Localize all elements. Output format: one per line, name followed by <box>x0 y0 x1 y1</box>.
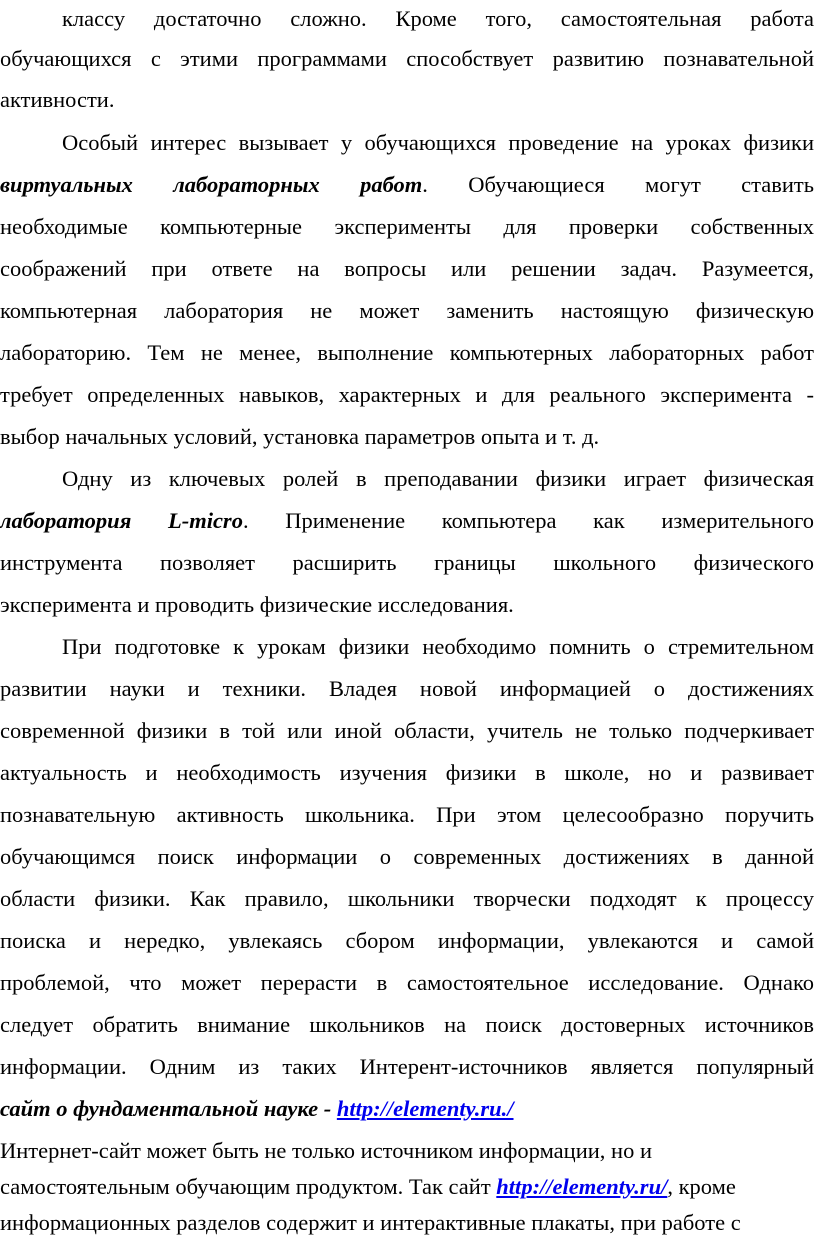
lmicro-lab-emphasis: лаборатория L-micro <box>0 508 243 533</box>
paragraph2-line6: лабораторию. Тем не менее, выполнение компьютерных лабораторных работ <box>0 340 814 365</box>
paragraph4-line12 <box>0 1094 814 1124</box>
elementy-link[interactable]: http://elementy.ru./ <box>336 1096 514 1121</box>
paragraph2-line2 <box>0 170 814 200</box>
paragraph2-line7: требует определенных навыков, характерных и для реального эксперимента - <box>0 382 814 407</box>
paragraph1-line2: обучающихся с этими программами способствует развитию познавательной <box>0 46 814 71</box>
paragraph5-line2-before: самостоятельным обучающим продуктом. Так сайт <box>0 1174 497 1199</box>
paragraph2-line5: компьютерная лаборатория не может заменить настоящую физическую <box>0 298 814 323</box>
paragraph3-line3: инструмента позволяет расширить границы школьного физического <box>0 550 814 575</box>
paragraph4-line7: области физики. Как правило, школьники творчески подходят к процессу <box>0 886 814 911</box>
paragraph3-line1: Одну из ключевых ролей в преподавании физики играет физическая <box>62 466 814 491</box>
paragraph3-line4: эксперимента и проводить физические исследования. <box>0 592 514 617</box>
paragraph5-line2-after: , кроме <box>667 1174 736 1199</box>
paragraph4-line4: актуальность и необходимость изучения физики в школе, но и развивает <box>0 760 814 785</box>
paragraph2-line2-rest: . Обучающиеся могут ставить <box>422 172 814 197</box>
paragraph1-line1: классу достаточно сложно. Кроме того, самостоятельная работа <box>62 6 814 31</box>
paragraph2-line4: соображений при ответе на вопросы или решении задач. Разумеется, <box>0 256 814 281</box>
paragraph3-line2 <box>0 506 814 536</box>
paragraph4-line11: информации. Одним из таких Интерент-источников является популярный <box>0 1054 814 1079</box>
paragraph5-line1: Интернет-сайт может быть не только источником информации, но и <box>0 1138 652 1163</box>
paragraph4-line5: познавательную активность школьника. При этом целесообразно поручить <box>0 802 814 827</box>
paragraph4-line9: проблемой, что может перерасти в самостоятельное исследование. Однако <box>0 970 814 995</box>
paragraph4-line2: развитии науки и техники. Владея новой информацией о достижениях <box>0 676 814 701</box>
paragraph4-line8: поиска и нередко, увлекаясь сбором информации, увлекаются и самой <box>0 928 814 953</box>
paragraph4-line1: При подготовке к урокам физики необходимо помнить о стремительном <box>62 634 814 659</box>
elementy-link-2[interactable]: http://elementy.ru/ <box>496 1174 668 1199</box>
paragraph2-line1: Особый интерес вызывает у обучающихся проведение на уроках физики <box>62 130 814 155</box>
virtual-labs-emphasis: виртуальных лабораторных работ <box>0 172 423 197</box>
paragraph4-line6: обучающимся поиск информации о современных достижениях в данной <box>0 844 814 869</box>
paragraph5-line3: информационных разделов содержит и интерактивные плакаты, при работе с <box>0 1210 741 1235</box>
fundamental-science-site-emphasis: сайт о фундаментальной науке - <box>0 1096 337 1121</box>
paragraph5-line2 <box>0 1172 790 1202</box>
paragraph4-line10: следует обратить внимание школьников на поиск достоверных источников <box>0 1012 814 1037</box>
paragraph2-line3: необходимые компьютерные эксперименты для проверки собственных <box>0 214 814 239</box>
paragraph4-line3: современной физики в той или иной области, учитель не только подчеркивает <box>0 718 814 743</box>
paragraph2-line8: выбор начальных условий, установка параметров опыта и т. д. <box>0 424 600 449</box>
paragraph1-line3: активности. <box>0 87 115 112</box>
paragraph3-line2-rest: . Применение компьютера как измерительного <box>242 508 814 533</box>
